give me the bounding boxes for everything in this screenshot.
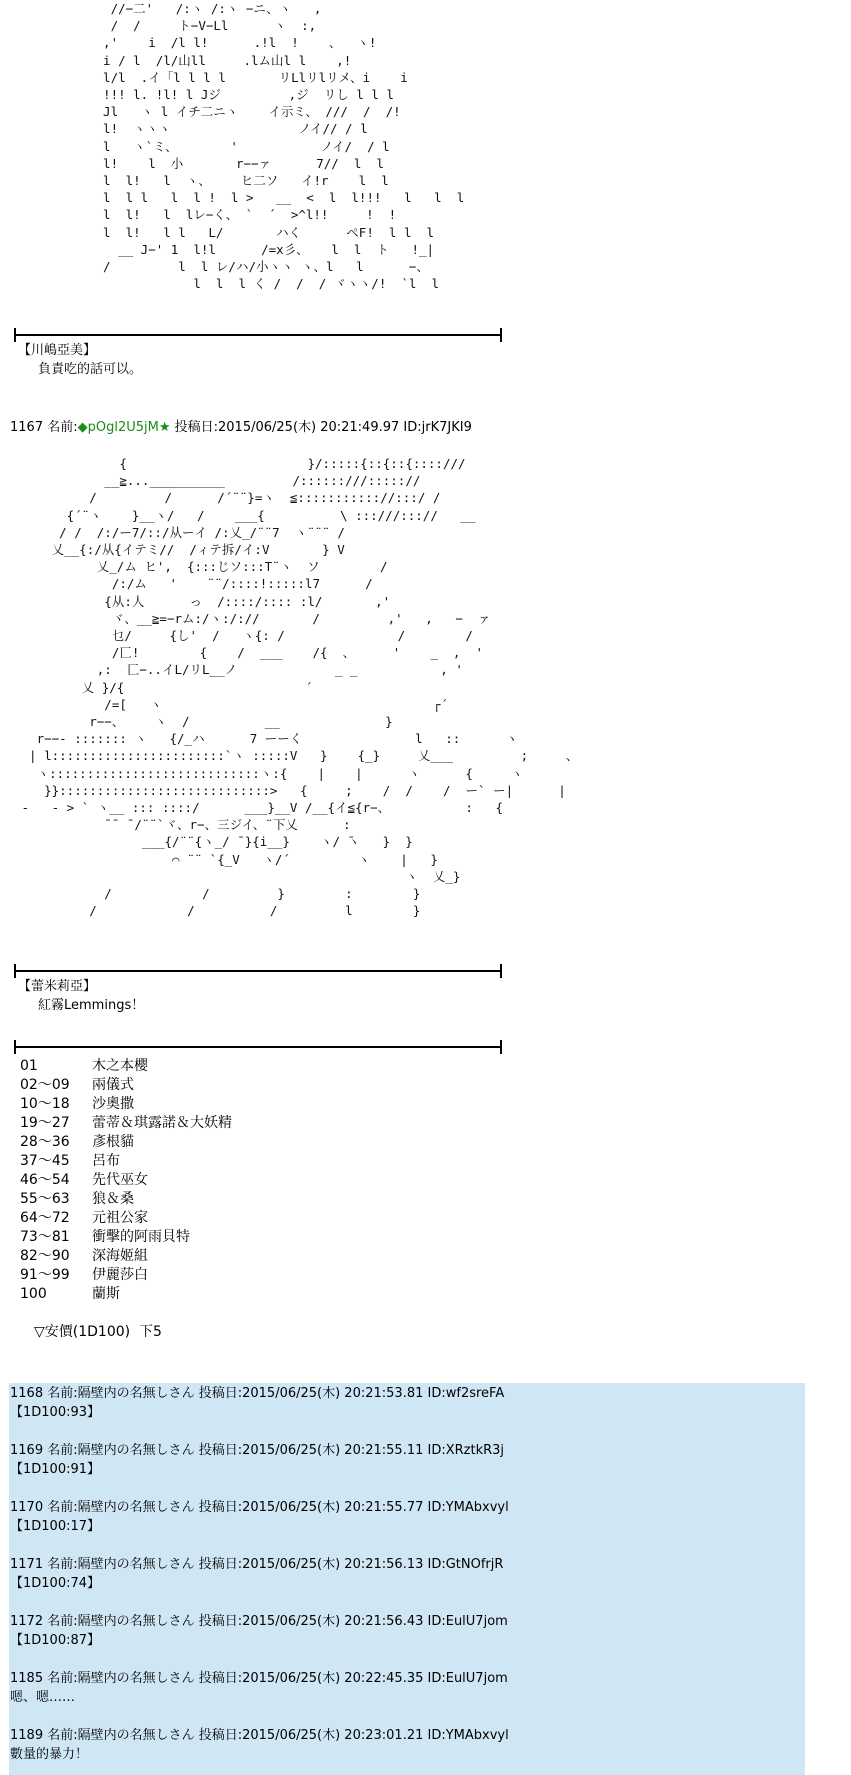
- reply-body: 【1D100:93】: [10, 1405, 101, 1420]
- reply-header: 1189 名前:隔壁内の名無しさん 投稿日:2015/06/25(木) 20:23:01.21 ID:YMAbxvyl: [10, 1728, 509, 1743]
- table-row: 55〜63 狼＆桑: [20, 1191, 134, 1207]
- reply-header: 1172 名前:隔壁内の名無しさん 投稿日:2015/06/25(木) 20:21:56.43 ID:EulU7jom: [10, 1614, 508, 1629]
- reply-body: 數量的暴力！: [10, 1747, 89, 1762]
- ascii-art-character: { }/:::::{::{::{::::/// __≧...__________ /::::::///:::::// / / /´¨¨}=ヽ ≦::::::::::://:::/ / {´¨ヽ }__ヽ/ / ___{ \ :::///:::// __ / / /:/ー7/::/从ーイ /:乂_/¨¨7 ヽ¨¨¨ / 乂__{:/从{イテミ// /ィテ拆/イ:V } V 乂_/ム ヒ', {:::じソ:::T¨ヽ ソ / /:/ム ' ¨¨/::::!:::::l7 / {从:人 っ /::::/:::: :l/ ,' ヾ、__≧=−rム:/ヽ:/:// / ,' , − ァ 乜/ {し' / ヽ{: / / / /匸! { / ___ /{ 、 ' _ , ' ,: 匸−..イL/リL__ノ _ _ , ' 乂 }/{ ´ /=[ ヽ ┌´ r−−、 ヽ / __ } r−−‐ ::::::: ヽ {/_ハ 7 ーーく l :: ヽ | l:::::::::::::::::::::::`ヽ :::::V } {_} 乂___ ; 、 ヽ::::::::::::::::::::::::::::ヽ:{ | | ヽ { ヽ }}::::::::::::::::::::::::::::> { ; / / / ー` ー| | ‐ ‐ > ` ヽ__ ::: ::::/ ___}__V /__{イ≦{r−、 : { ̄ ̄ ̄ /¨¨`ヾ、r−、三ジイ、¨下乂 : ___{/¨¨{ヽ_/ ̄ }{i__} ヽ/ ̄ヽ } } ⌒ ¨¨ `{_V ヽ/´ ヽ | } ヽ 乂_} / / } : } / / / l }: [21, 456, 579, 919]
- table-row: 91〜99 伊麗莎白: [20, 1267, 148, 1283]
- reply-body: 【1D100:17】: [10, 1519, 101, 1534]
- reply-header: 1185 名前:隔壁内の名無しさん 投稿日:2015/06/25(木) 20:22:45.35 ID:EulU7jom: [10, 1671, 508, 1686]
- post-number-name: 1167 名前:: [10, 420, 78, 435]
- divider-line: [14, 970, 502, 972]
- speech-line: 負責吃的話可以。: [38, 362, 143, 377]
- reply-header: 1168 名前:隔壁内の名無しさん 投稿日:2015/06/25(木) 20:21:53.81 ID:wf2sreFA: [10, 1386, 505, 1401]
- divider-line: [14, 334, 502, 336]
- post-header: [10, 419, 472, 437]
- table-row: 100 蘭斯: [20, 1286, 120, 1302]
- reply-body: 嗯、嗯……: [10, 1690, 76, 1705]
- reply-body: 【1D100:74】: [10, 1576, 101, 1591]
- table-row: 01 木之本櫻: [20, 1058, 148, 1074]
- table-row: 02〜09 兩儀式: [20, 1077, 134, 1093]
- reply-header: 1171 名前:隔壁内の名無しさん 投稿日:2015/06/25(木) 20:21:56.13 ID:GtNOfrjR: [10, 1557, 504, 1572]
- table-row: 82〜90 深海姬組: [20, 1248, 148, 1264]
- ascii-art-character: //−二' /:ヽ /:ヽ −ニ、ヽ , / / ト−V−Ll ヽ :, ,' i /l l! .!l ! 、 ヽ! i / l /l/山ll .lム山l l ,! l/l .イ「l l l l リLlリlリメ、i i !!! l. !l! l Jジ ,ジ リし l l l Jl ヽ l イチ二ニヽ イ示ミ、 /// / /! l! ヽヽヽ ノイ// / l l ヽ`ミ、 ' ノイ/ / l l! l 小 r−−ァ 7// l l l l! l ヽ、 ヒ二ソ イ!r l l l l l l l ! l > __ < l l!!! l l l l l! l lレ−く、 ` ´ >^l!! ! ! l l! l l L/ ハく ぺF! l l l __ J−' 1 l!l /=x彡、 l l ト !_| / l l レ/ハ/小ヽヽ ヽ、l l −、 l l l く / / / ヾヽヽ/! `l l: [103, 1, 465, 292]
- reply-header: 1170 名前:隔壁内の名無しさん 投稿日:2015/06/25(木) 20:21:55.77 ID:YMAbxvyl: [10, 1500, 509, 1515]
- table-row: 64〜72 元祖公家: [20, 1210, 148, 1226]
- reply-header: 1169 名前:隔壁内の名無しさん 投稿日:2015/06/25(木) 20:21:55.11 ID:XRztkR3j: [10, 1443, 505, 1458]
- divider-line: [14, 1046, 502, 1048]
- reply-body: 【1D100:87】: [10, 1633, 101, 1648]
- vote-prompt: ▽安價(1D100) 下5: [34, 1324, 162, 1340]
- table-row: 37〜45 呂布: [20, 1153, 120, 1169]
- table-row: 46〜54 先代巫女: [20, 1172, 148, 1188]
- table-row: 28〜36 彥根貓: [20, 1134, 134, 1150]
- speaker-name: 【川嶋亞美】: [18, 343, 97, 358]
- reply-body: 【1D100:91】: [10, 1462, 101, 1477]
- table-row: 73〜81 衝擊的阿雨貝特: [20, 1229, 190, 1245]
- table-row: 19〜27 蕾蒂＆琪露諾＆大妖精: [20, 1115, 232, 1131]
- speech-line: 紅霧Lemmings！: [38, 998, 145, 1013]
- post-meta: 投稿日:2015/06/25(木) 20:21:49.97 ID:jrK7JKI9: [170, 420, 472, 435]
- speaker-name: 【蕾米莉亞】: [18, 979, 97, 994]
- poster-trip[interactable]: ◆pOgl2U5jM★: [77, 420, 171, 435]
- table-row: 10〜18 沙奧撒: [20, 1096, 134, 1112]
